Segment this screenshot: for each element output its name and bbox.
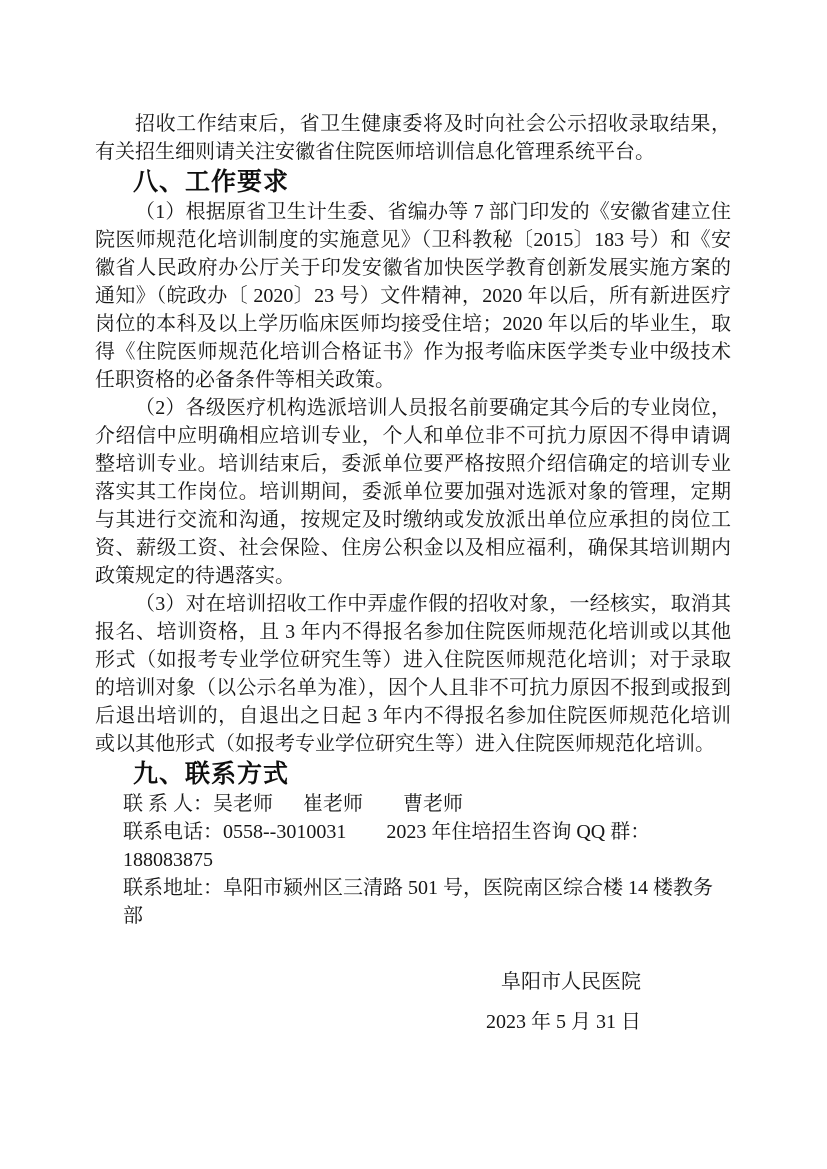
contact-person-line: 联 系 人：吴老师 崔老师 曹老师 — [123, 793, 463, 815]
contact-address-line: 联系地址：阜阳市颍州区三清路 501 号，医院南区综合楼 14 楼教务部 — [123, 877, 713, 927]
contact-phone-line: 联系电话：0558--3010031 2023 年住培招生咨询 QQ 群：188083875 — [123, 821, 651, 871]
work-requirements-paragraph-3: （3）对在培训招收工作中弄虚作假的招收对象，一经核实，取消其报名、培训资格，且 3 年内不得报名参加住院医师规范化培训或以其他形式（如报考专业学位研究生等）进入住院医师规范化培训；对于录取的培训对象（以公示名单为准），因个人且非不可抗力原因不报到或报到后退出培训的，自退出之日起 3 年内不得报名参加住院医师规范化培训或以其他形式（如报考专业学位研究生等）进入住院医师规范化培训。 — [95, 593, 731, 755]
work-requirements-paragraph-2: （2）各级医疗机构选派培训人员报名前要确定其今后的专业岗位，介绍信中应明确相应培训专业，个人和单位非不可抗力原因不得申请调整培训专业。培训结束后，委派单位要严格按照介绍信确定的培训专业落实其工作岗位。培训期间，委派单位要加强对选派对象的管理，定期与其进行交流和沟通，按规定及时缴纳或发放派出单位应承担的岗位工资、薪级工资、社会保险、住房公积金以及相应福利，确保其培训期内政策规定的待遇落实。 — [95, 397, 731, 587]
section-heading-contact-info: 九、联系方式 — [133, 760, 290, 788]
signature-organization: 阜阳市人民医院 — [501, 971, 641, 993]
intro-paragraph: 招收工作结束后，省卫生健康委将及时向社会公示招收录取结果，有关招生细则请关注安徽省住院医师培训信息化管理系统平台。 — [95, 113, 731, 163]
section-heading-work-requirements: 八、工作要求 — [133, 168, 290, 196]
work-requirements-paragraph-1: （1）根据原省卫生计生委、省编办等 7 部门印发的《安徽省建立住院医师规范化培训制度的实施意见》（卫科教秘〔2015〕183 号）和《安徽省人民政府办公厅关于印发安徽省加快医学教育创新发展实施方案的通知》（皖政办〔 2020〕23 号）文件精神，2020 年以后，所有新进医疗岗位的本科及以上学历临床医师均接受住培；2020 年以后的毕业生，取得《住院医师规范化培训合格证书》作为报考临床医学类专业中级技术任职资格的必备条件等相关政策。 — [95, 201, 731, 391]
signature-date: 2023 年 5 月 31 日 — [486, 1011, 641, 1033]
signature-block — [95, 968, 731, 1036]
